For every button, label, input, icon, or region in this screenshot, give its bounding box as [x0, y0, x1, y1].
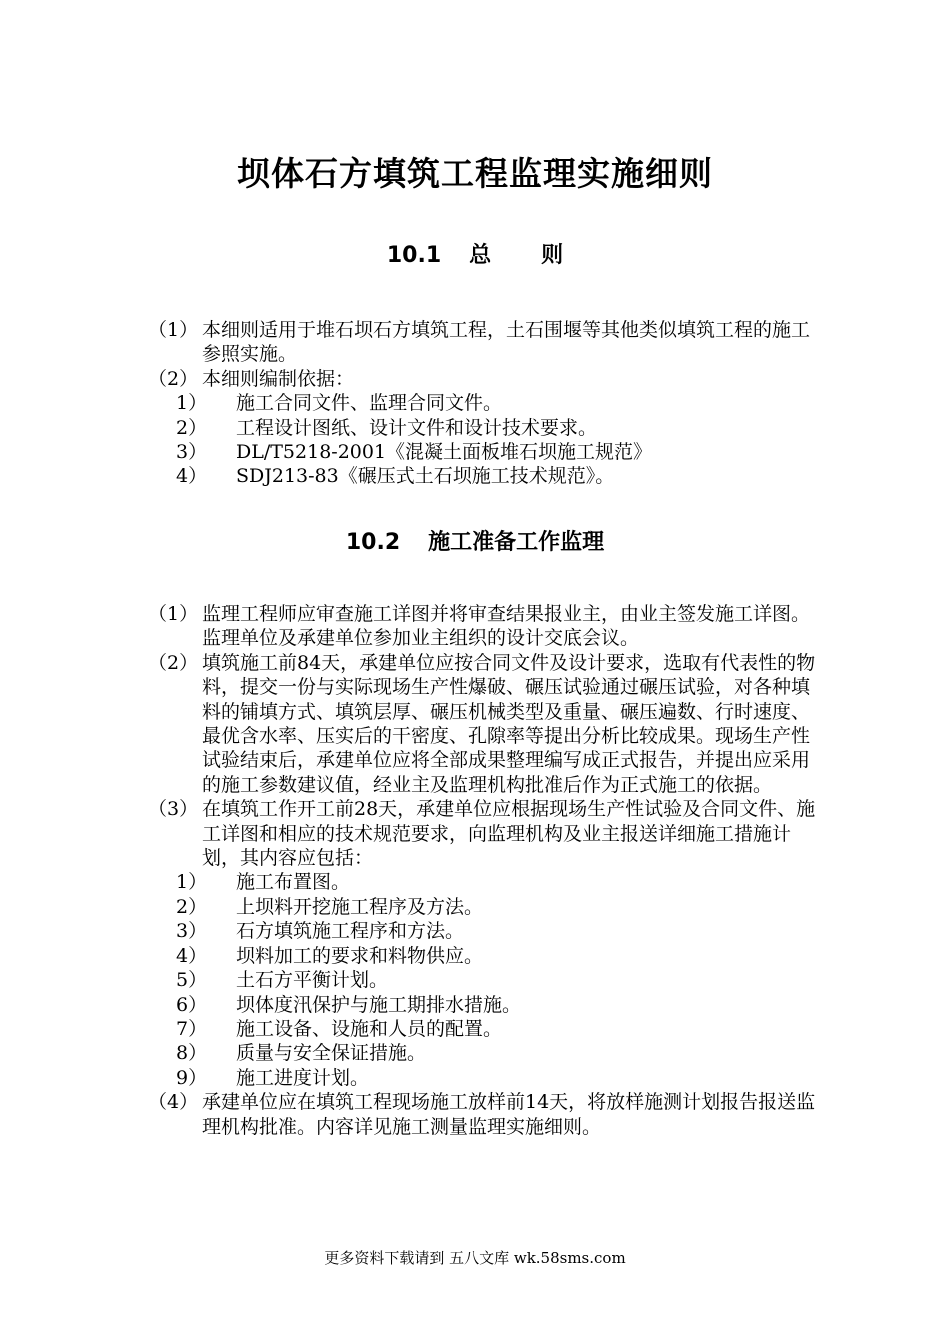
section-heading-part: 总: [469, 243, 492, 268]
document-title: 坝体石方填筑工程监理实施细则: [237, 154, 713, 193]
sub-list-item: [148, 870, 818, 894]
item-text: 本细则编制依据：: [202, 367, 355, 390]
item-text: DL/T5218-2001《混凝土面板堆石坝施工规范》: [236, 441, 653, 464]
section-heading-10-2: [0, 525, 950, 556]
sub-list-item: [148, 993, 818, 1017]
item-text: 施工设备、设施和人员的配置。: [236, 1017, 503, 1040]
item-marker: （1）: [148, 603, 199, 625]
item-text: 在填筑工作开工前28天，承建单位应根据现场生产性试验及合同文件、施工详图和相应的技术规范要求，向监理机构及业主报送详细施工措施计划，其内容应包括：: [202, 798, 816, 870]
sub-list-item: [148, 1041, 818, 1065]
section-body-10-1: [148, 318, 818, 489]
item-text: 施工布置图。: [236, 871, 351, 894]
section-number: 10.2: [345, 530, 401, 555]
sub-list-item: [148, 391, 818, 415]
section-heading-10-1: [0, 238, 950, 269]
item-marker: （4）: [148, 1091, 199, 1114]
item-text: 土石方平衡计划。: [236, 969, 389, 992]
list-item: [148, 367, 818, 391]
item-marker: 6）: [176, 993, 208, 1016]
item-text: SDJ213-83《碾压式土石坝施工技术规范》。: [236, 465, 615, 488]
item-marker: 7）: [176, 1017, 208, 1040]
item-text: 上坝料开挖施工程序及方法。: [236, 895, 484, 918]
item-marker: 2）: [176, 416, 208, 439]
item-marker: 9）: [176, 1066, 208, 1089]
item-marker: 5）: [176, 969, 208, 992]
item-marker: 2）: [176, 895, 208, 918]
sub-list-item: [148, 440, 818, 464]
list-item: [148, 797, 818, 870]
section-heading-part: 则: [541, 243, 564, 268]
section-heading-text: 施工准备工作监理: [428, 530, 605, 555]
page-footer: 更多资料下载请到 五八文库 wk.58sms.com: [324, 1249, 626, 1267]
item-marker: 4）: [176, 465, 208, 488]
section-number: 10.1: [386, 243, 442, 268]
item-text: 施工进度计划。: [236, 1066, 370, 1089]
item-marker: 8）: [176, 1042, 208, 1065]
section-body-10-2: [148, 602, 818, 1139]
item-marker: 1）: [176, 392, 208, 415]
item-marker: 1）: [176, 871, 208, 894]
item-text: 质量与安全保证措施。: [236, 1042, 427, 1065]
sub-list-item: [148, 464, 818, 488]
item-marker: 3）: [176, 920, 208, 943]
item-text: 石方填筑施工程序和方法。: [236, 920, 465, 943]
item-marker: （1）: [148, 319, 199, 341]
item-marker: （3）: [148, 798, 199, 821]
item-text: 坝体度汛保护与施工期排水措施。: [236, 993, 522, 1016]
item-text: 施工合同文件、监理合同文件。: [236, 392, 503, 415]
sub-list-item: [148, 919, 818, 943]
sub-list-item: [148, 1017, 818, 1041]
item-text: 承建单位应在填筑工程现场施工放样前14天，将放样施测计划报告报送监理机构批准。内容详见施工测量监理实施细则。: [202, 1091, 816, 1138]
sub-list-item: [148, 944, 818, 968]
item-text: 监理工程师应审查施工详图并将审查结果报业主，由业主签发施工详图。监理单位及承建单位参加业主组织的设计交底会议。: [202, 603, 811, 650]
item-marker: 4）: [176, 944, 208, 967]
sub-list-item: [148, 416, 818, 440]
list-item: [148, 1090, 818, 1139]
sub-list-item: [148, 968, 818, 992]
list-item: [148, 602, 818, 651]
sub-list-item: [148, 1066, 818, 1090]
list-item: [148, 318, 818, 367]
item-text: 本细则适用于堆石坝石方填筑工程，土石围堰等其他类似填筑工程的施工参照实施。: [202, 319, 811, 366]
item-marker: 3）: [176, 441, 208, 464]
item-text: 填筑施工前84天，承建单位应按合同文件及设计要求，选取有代表性的物料，提交一份与实际现场生产性爆破、碾压试验通过碾压试验，对各种填料的铺填方式、填筑层厚、碾压机械类型及重量、碾压遍数、行时速度、最优含水率、压实后的干密度、孔隙率等提出分析比较成果。现场生产性试验结束后，承建单位应将全部成果整理编写成正式报告，并提出应采用的施工参数建议值，经业主及监理机构批准后作为正式施工的依据。: [202, 651, 816, 796]
item-marker: （2）: [148, 651, 199, 674]
item-text: 坝料加工的要求和料物供应。: [236, 944, 484, 967]
list-item: [148, 651, 818, 797]
item-marker: （2）: [148, 367, 199, 390]
item-text: 工程设计图纸、设计文件和设计技术要求。: [236, 416, 598, 439]
sub-list-item: [148, 895, 818, 919]
